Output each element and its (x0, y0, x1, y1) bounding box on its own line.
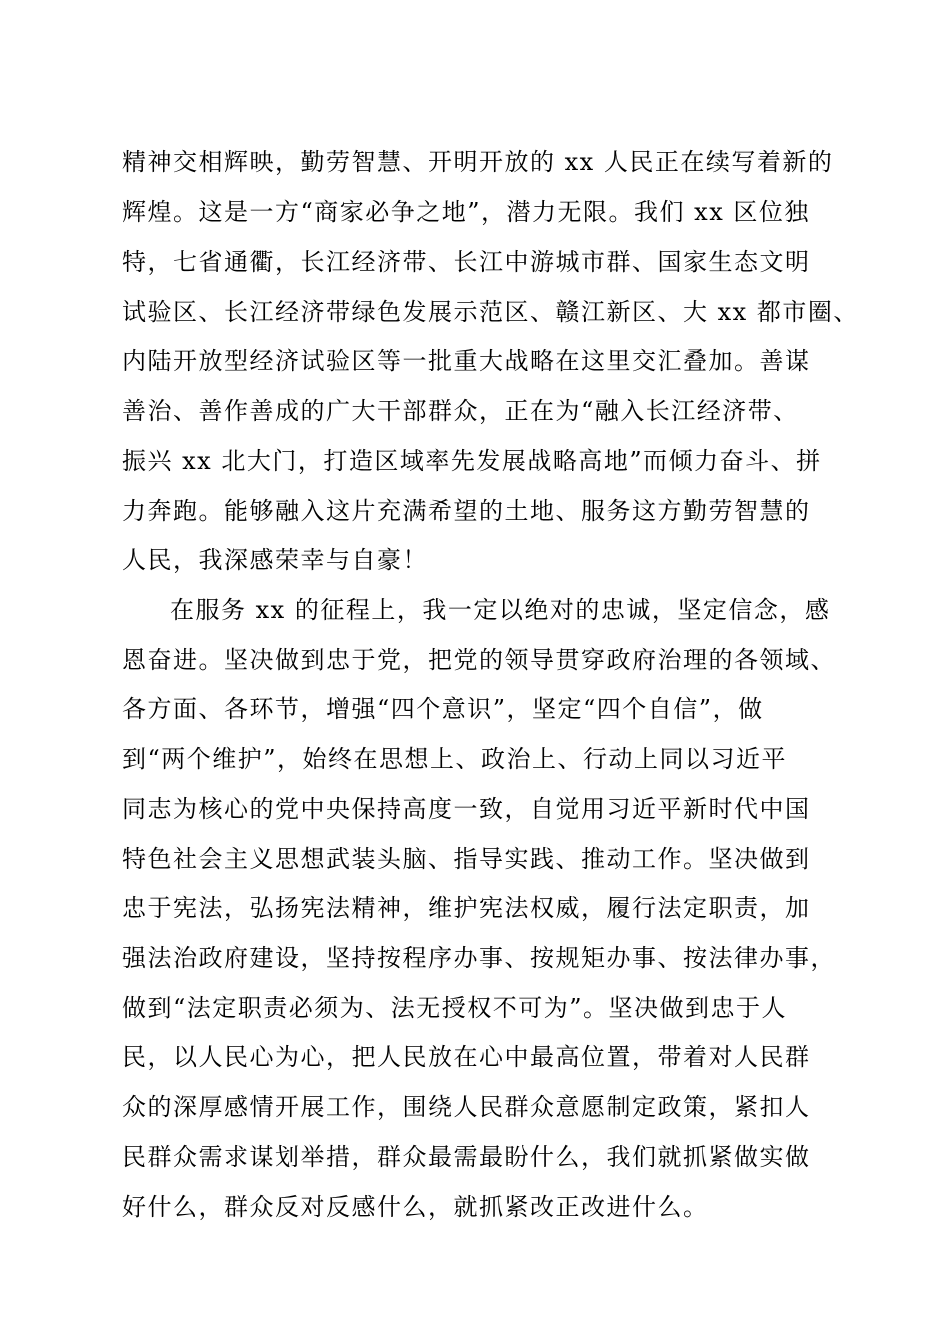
paragraph-line: 内陆开放型经济试验区等一批重大战略在这里交汇叠加。善谋 (122, 347, 811, 375)
paragraph-line: 特色社会主义思想武装头脑、指导实践、推动工作。坚决做到 (122, 845, 811, 873)
paragraph-line: 到“两个维护”，始终在思想上、政治上、行动上同以习近平 (122, 745, 788, 773)
paragraph-line: 恩奋进。坚决做到忠于党，把党的领导贯穿政府治理的各领域、 (122, 646, 836, 674)
paragraph-line: 振兴 xx 北大门，打造区域率先发展战略高地”而倾力奋斗、拼 (122, 447, 822, 475)
paragraph-line: 在服务 xx 的征程上，我一定以绝对的忠诚，坚定信念，感 (170, 596, 831, 624)
paragraph-line: 做到“法定职责必须为、法无授权不可为”。坚决做到忠于人 (122, 994, 788, 1022)
paragraph-line: 忠于宪法，弘扬宪法精神，维护宪法权威，履行法定职责，加 (122, 894, 811, 922)
paragraph-line: 辉煌。这是一方“商家必争之地”，潜力无限。我们 xx 区位独 (122, 198, 810, 226)
paragraph-line: 民群众需求谋划举措，群众最需最盼什么，我们就抓紧做实做 (122, 1143, 811, 1171)
paragraph-line: 民，以人民心为心，把人民放在心中最高位置，带着对人民群 (122, 1043, 811, 1071)
paragraph-line: 精神交相辉映，勤劳智慧、开明开放的 xx 人民正在续写着新的 (122, 148, 834, 176)
paragraph-line: 同志为核心的党中央保持高度一致，自觉用习近平新时代中国 (122, 795, 811, 823)
paragraph-line: 各方面、各环节，增强“四个意识”，坚定“四个自信”，做 (122, 695, 764, 723)
paragraph-line: 试验区、长江经济带绿色发展示范区、赣江新区、大 xx 都市圈、 (122, 298, 859, 326)
paragraph-line: 众的深厚感情开展工作，围绕人民群众意愿制定政策，紧扣人 (122, 1093, 811, 1121)
paragraph-line: 好什么，群众反对反感什么，就抓紧改正改进什么。 (122, 1193, 709, 1221)
paragraph-line: 善治、善作善成的广大干部群众，正在为“融入长江经济带、 (122, 397, 799, 425)
paragraph-line: 力奔跑。能够融入这片充满希望的土地、服务这方勤劳智慧的 (122, 497, 811, 525)
paragraph-line: 特，七省通衢，长江经济带、长江中游城市群、国家生态文明 (122, 248, 811, 276)
paragraph-line: 强法治政府建设，坚持按程序办事、按规矩办事、按法律办事， (122, 944, 836, 972)
paragraph-line: 人民，我深感荣幸与自豪！ (122, 546, 428, 574)
